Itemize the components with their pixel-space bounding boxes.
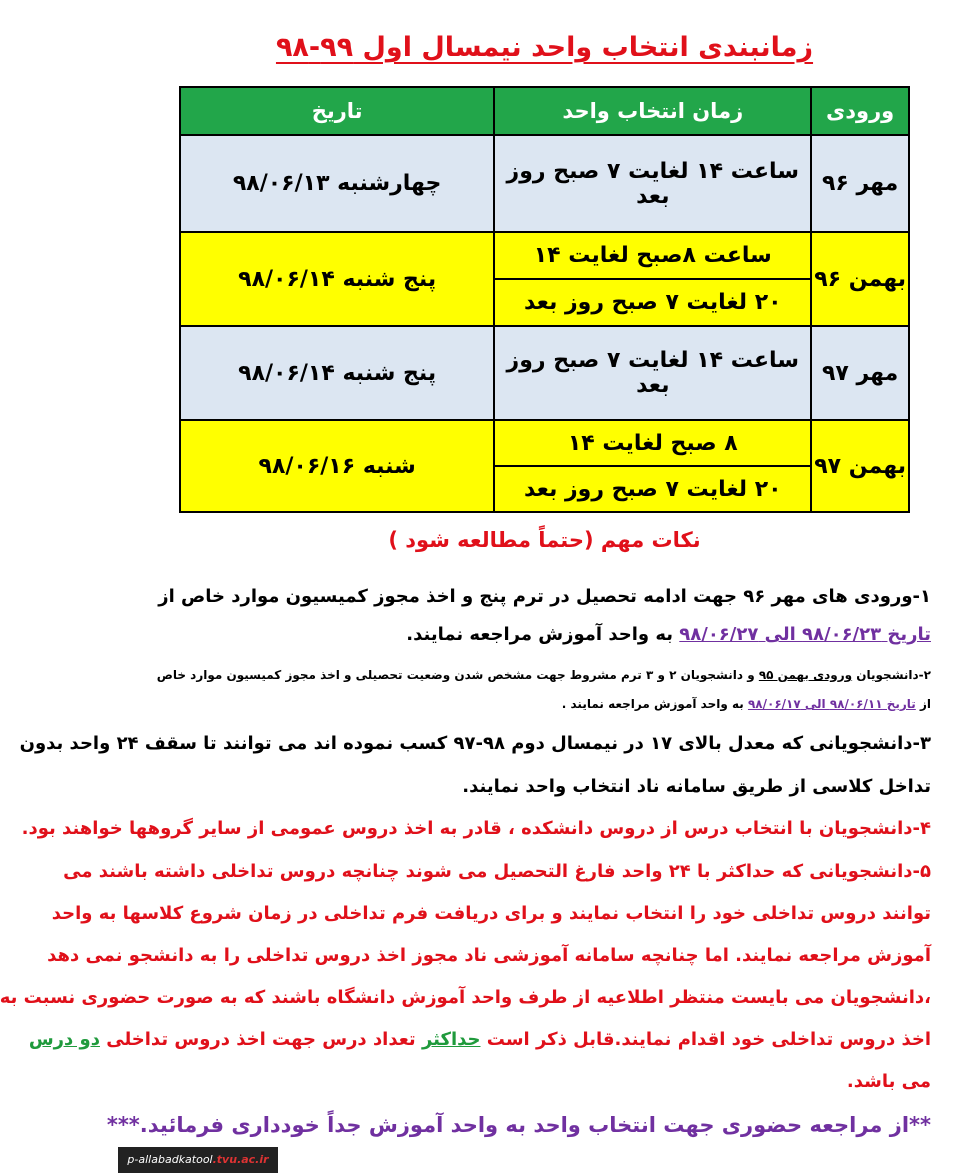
watermark-text-a: p-allabadkatool [127, 1153, 213, 1166]
note-1-rest: به واحد آموزش مراجعه نمایند. [406, 624, 680, 645]
row-date: چهارشنبه ۹۸/۰۶/۱۳ [180, 135, 494, 232]
table-row [180, 232, 909, 279]
row-date: پنج شنبه ۹۸/۰۶/۱۴ [180, 232, 494, 326]
note-2b-pre: از [915, 697, 931, 711]
note-2-entry: ورودی بهمن ۹۵ [758, 668, 853, 682]
row-date: پنج شنبه ۹۸/۰۶/۱۴ [180, 326, 494, 420]
header-entry: ورودی [811, 87, 909, 135]
row-entry: بهمن ۹۷ [811, 420, 909, 512]
row-time: ۸ صبح لغایت ۱۴ [494, 420, 811, 466]
note-4: ۴-دانشجویان با انتخاب درس از دروس دانشکده ، قادر به اخذ دروس عمومی از سایر گروهها خواهند بود. [21, 818, 931, 839]
row-time: ساعت ۱۴ لغایت ۷ صبح روز بعد [494, 326, 811, 420]
note-5-red-a: اخذ دروس تداخلی خود اقدام نمایند.قابل ذکر است [480, 1029, 931, 1050]
final-note: **از مراجعه حضوری جهت انتخاب واحد به واحد آموزش جداً خودداری فرمائید.*** [106, 1113, 931, 1137]
note-5-line-1: ۵-دانشجویانی که حداکثر با ۲۴ واحد فارغ التحصیل می شوند چنانچه دروس تداخلی داشته باشند می [63, 861, 931, 882]
row-time: ساعت ۸صبح لغایت ۱۴ [494, 232, 811, 279]
table-row [180, 326, 909, 420]
header-time: زمان انتخاب واحد [494, 87, 811, 135]
row-time-2: ۲۰ لغایت ۷ صبح روز بعد [494, 466, 811, 512]
note-5-line-5 [28, 1029, 931, 1050]
schedule-table [179, 86, 910, 513]
note-3-line-2: تداخل کلاسی از طریق سامانه ناد انتخاب واحد نمایند. [462, 776, 931, 797]
header-date: تاریخ [180, 87, 494, 135]
note-5-green-b: دو درس [28, 1029, 100, 1050]
row-date: شنبه ۹۸/۰۶/۱۶ [180, 420, 494, 512]
table-row [180, 420, 909, 466]
note-5-line-6: می باشد. [846, 1071, 931, 1092]
row-entry: بهمن ۹۶ [811, 232, 909, 326]
note-2-rest: و دانشجویان ۲ و ۳ ترم مشروط جهت مشخص شدن وضعیت تحصیلی و اخذ مجوز کمیسیون موارد خاص [156, 668, 759, 682]
row-entry: مهر ۹۶ [811, 135, 909, 232]
row-time-2: ۲۰ لغایت ۷ صبح روز بعد [494, 279, 811, 326]
note-5-line-2: توانند دروس تداخلی خود را انتخاب نمایند و برای دریافت فرم تداخلی در زمان شروع کلاسها به واحد [51, 903, 931, 924]
watermark-text-b: .tvu.ac.ir [212, 1153, 269, 1166]
note-2b-rest: به واحد آموزش مراجعه نمایند . [561, 697, 748, 711]
row-time: ساعت ۱۴ لغایت ۷ صبح روز بعد [494, 135, 811, 232]
note-5-green-a: حداکثر [421, 1029, 481, 1050]
page-title [118, 32, 971, 63]
title-text: زمانبندی انتخاب واحد نیمسال اول ۹۹-۹۸ [275, 32, 814, 63]
note-5-red-b: تعداد درس جهت اخذ دروس تداخلی [99, 1029, 422, 1050]
note-1-line-1: ۱-ورودی های مهر ۹۶ جهت ادامه تحصیل در ترم پنج و اخذ مجوز کمیسیون موارد خاص از [158, 586, 931, 607]
note-3-line-1: ۳-دانشجویانی که معدل بالای ۱۷ در نیمسال دوم ۹۸-۹۷ کسب نموده اند می توانند تا سقف ۲۴ واحد بدون [19, 733, 931, 754]
note-2-line-2 [156, 697, 931, 711]
note-1-date: تاریخ ۹۸/۰۶/۲۳ الی ۹۸/۰۶/۲۷ [679, 624, 931, 645]
watermark-logo [118, 1147, 278, 1173]
note-1-line-2 [156, 624, 931, 645]
note-2-pre: ۲-دانشجویان [852, 668, 931, 682]
note-5-line-4: ،دانشجویان می بایست منتظر اطلاعیه از طرف واحد آموزش دانشگاه باشند که به صورت حضوری نسبت به [0, 987, 931, 1008]
row-entry: مهر ۹۷ [811, 326, 909, 420]
notes-title: نکات مهم (حتماً مطالعه شود ) [388, 528, 701, 552]
note-2-date: تاریخ ۹۸/۰۶/۱۱ الی ۹۸/۰۶/۱۷ [747, 697, 916, 711]
note-5-line-3: آموزش مراجعه نمایند. اما چنانچه سامانه آموزشی ناد مجوز اخذ دروس تداخلی را به دانشجو نمی دهد [47, 945, 931, 966]
note-2-line-1 [156, 668, 931, 682]
table-row [180, 135, 909, 232]
table-header-row [180, 87, 909, 135]
